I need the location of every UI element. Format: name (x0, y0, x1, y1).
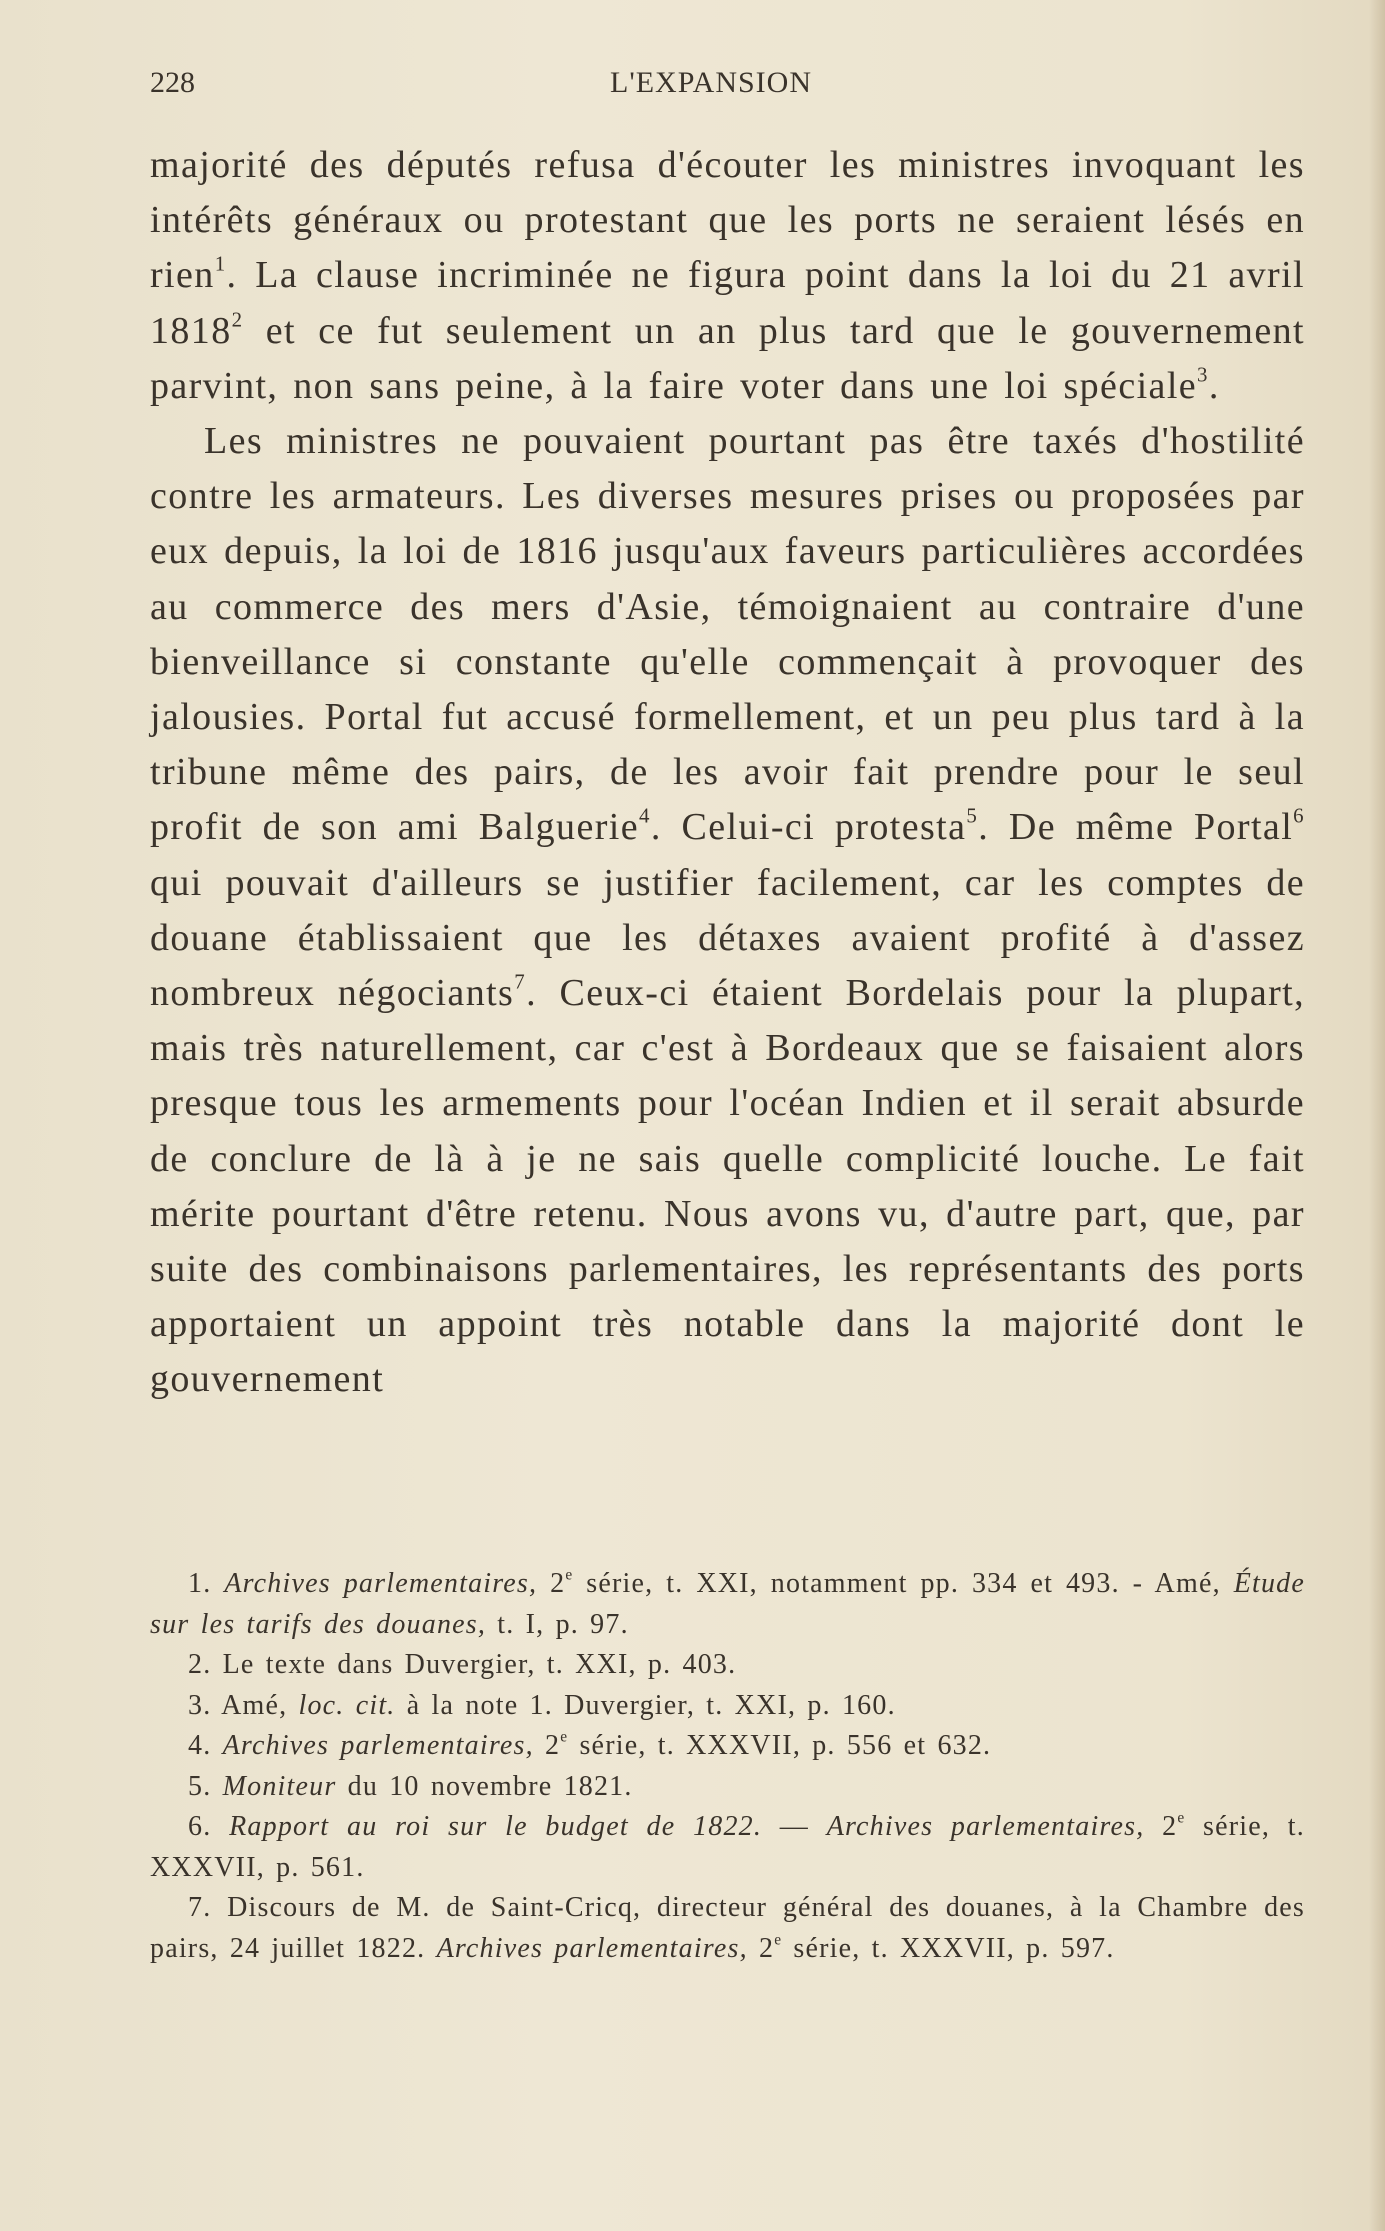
footnote-ref-6: 6 (1293, 803, 1306, 828)
footnote-1 (150, 1564, 1305, 1645)
text-run: 2 (533, 1730, 561, 1761)
text-run: et ce fut seulement un an plus tard que le gouvernement parvint, non sans peine, à la faire voter dans une loi spéciale (150, 309, 1305, 407)
ordinal-suffix: e (565, 1566, 574, 1584)
page-number: 228 (150, 66, 195, 99)
footnote-4 (150, 1726, 1305, 1767)
page-header (150, 66, 1310, 106)
footnote-2 (150, 1645, 1305, 1686)
footnote-ref-4: 4 (639, 803, 651, 828)
footnote-3 (150, 1686, 1305, 1727)
paragraph-1 (150, 138, 1305, 414)
footnote-number: 7. (188, 1892, 228, 1923)
running-head: L'EXPANSION (610, 66, 812, 99)
italic-title: Archives parlementaires, (826, 1811, 1145, 1842)
text-run: . La clause incriminée ne figura point dans la loi du 21 avril 1818 (150, 254, 1305, 352)
text-run: majorité des députés refusa d'écouter les ministres invoquant les intérêts généraux ou protestant que les ports ne seraient lésés en rien (150, 144, 1305, 297)
footnote-number: 1. (188, 1568, 225, 1599)
footnote-7 (150, 1888, 1305, 1969)
footnote-ref-2: 2 (231, 306, 244, 331)
text-run: t. I, p. 97. (486, 1608, 629, 1640)
footnotes (150, 1564, 1305, 1969)
footnote-ref-1: 1 (214, 251, 227, 276)
italic-title: Moniteur (222, 1770, 337, 1802)
text-run: Les ministres ne pouvaient pourtant pas être taxés d'hostilité contre les armateurs. Les diverses mesures prises ou proposées par eux depuis, la loi de 1816 jusqu'aux faveurs particulières accordées au commerce des mers d'Asie, témoignaient au contraire d'une bienveillance si constante qu'elle commençait à provoquer des jalousies. Portal fut accusé formellement, et un peu plus tard à la tribune même des pairs, de les avoir fait prendre pour le seul profit de son ami Balguerie (150, 420, 1305, 849)
text-run: série, t. XXXVII, p. 556 et 632. (568, 1730, 992, 1761)
footnote-number: 5. (188, 1770, 223, 1802)
text-run: série, t. XXXVII, p. 561. (150, 1811, 1305, 1883)
text-run: série, t. XXI, notamment pp. 334 et 493. - Amé, (573, 1568, 1234, 1599)
italic-title: Archives parlementaires, (224, 1568, 538, 1599)
italic-title: loc. cit. (298, 1689, 396, 1721)
text-run: 2 (537, 1568, 566, 1599)
text-run: . (1208, 364, 1220, 407)
ordinal-suffix: e (1177, 1809, 1186, 1827)
footnote-number: 2. (188, 1649, 223, 1680)
footnote-6 (150, 1807, 1305, 1888)
main-text (150, 138, 1305, 1408)
text-run: qui pouvait d'ailleurs se justifier facilement, car les comptes de douane établissaient que les détaxes avaient profité à d'assez nombreux négociants (150, 861, 1305, 1015)
footnote-ref-3: 3 (1197, 362, 1209, 387)
text-run: 2 (747, 1932, 775, 1964)
text-run: 2 (1144, 1811, 1178, 1842)
footnote-5 (150, 1767, 1305, 1808)
footnote-number: 6. (188, 1811, 230, 1842)
text-run: Le texte dans Duvergier, t. XXI, p. 403. (222, 1649, 737, 1680)
footnote-ref-7: 7 (514, 969, 527, 994)
text-run: Amé, (221, 1689, 299, 1721)
text-run: Discours de M. de Saint-Cricq, directeur général des douanes, à la Chambre des pairs, 24 juillet 1822. (150, 1892, 1305, 1964)
paragraph-2 (150, 414, 1305, 1408)
text-run: — (762, 1811, 827, 1842)
page-edge-shadow (1369, 0, 1385, 2231)
italic-title: Étude sur les tarifs des douanes, (150, 1568, 1305, 1640)
text-run: . Celui-ci protesta (650, 806, 967, 849)
ordinal-suffix: e (774, 1931, 783, 1949)
text-run: série, t. XXXVII, p. 597. (782, 1932, 1115, 1964)
italic-title: Rapport au roi sur le budget de 1822. (229, 1811, 763, 1842)
text-run: du 10 novembre 1821. (336, 1770, 633, 1802)
text-run: . De même Portal (978, 806, 1294, 849)
footnote-number: 3. (188, 1689, 222, 1721)
footnote-ref-5: 5 (966, 803, 979, 828)
text-run: . Ceux-ci étaient Bordelais pour la plupart, mais très naturellement, car c'est à Bordeaux que se faisaient alors presque tous les armements pour l'océan Indien et il serait absurde de conclure de là à je ne sais quelle complicité louche. Le fait mérite pourtant d'être retenu. Nous avons vu, d'autre part, que, par suite des combinaisons parlementaires, les représentants des ports apportaient un appoint très notable dans la majorité dont le gouvernement (150, 972, 1305, 1401)
text-run: à la note 1. Duvergier, t. XXI, p. 160. (395, 1689, 896, 1721)
ordinal-suffix: e (560, 1728, 569, 1746)
italic-title: Archives parlementaires, (436, 1932, 748, 1964)
footnote-number: 4. (188, 1730, 223, 1761)
italic-title: Archives parlementaires, (222, 1730, 534, 1761)
